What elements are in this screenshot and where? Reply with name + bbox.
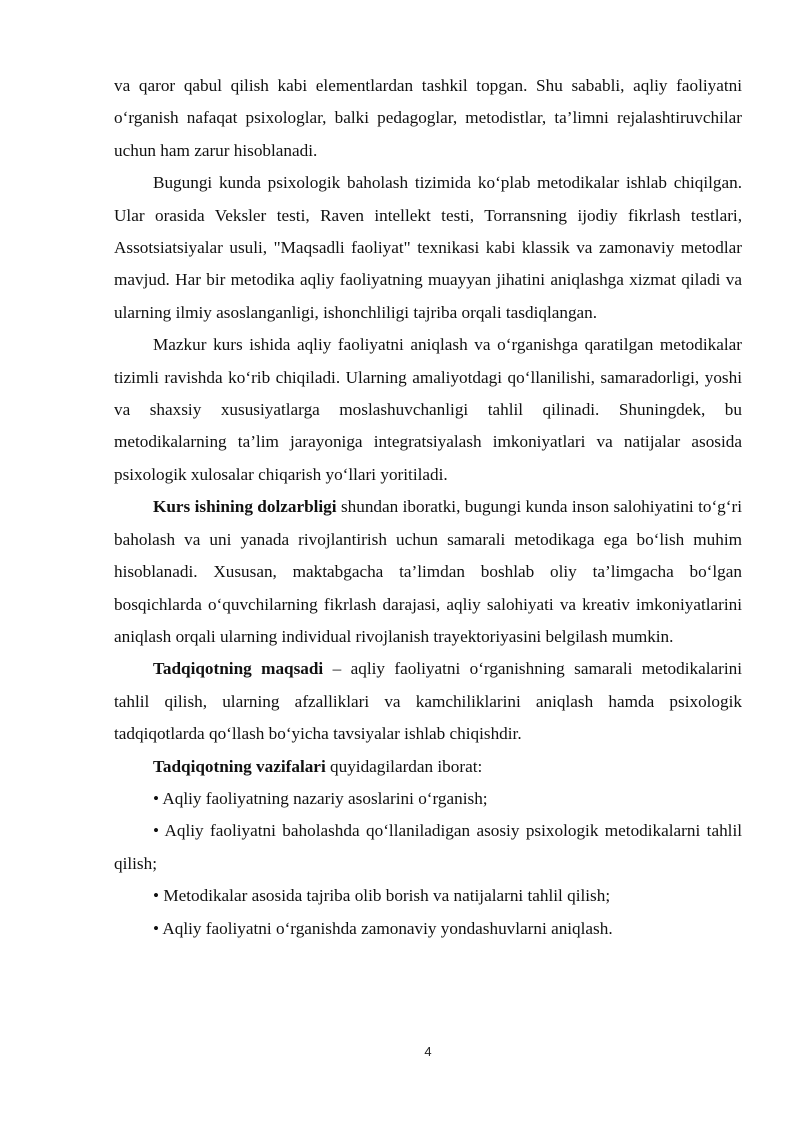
task-list-item: • Aqliy faoliyatni baholashda qo‘llaniladigan asosiy psixologik metodikalarni tahlil qilish; xyxy=(114,821,742,873)
tasks-heading: Tadqiqotning vazifalari xyxy=(153,756,326,776)
document-page xyxy=(114,70,742,945)
paragraph-goal xyxy=(114,653,742,750)
task-list-item: • Aqliy faoliyatni o‘rganishda zamonaviy yondashuvlarni aniqlash. xyxy=(153,918,613,938)
goal-heading: Tadqiqotning maqsadi xyxy=(153,659,324,679)
paragraph-methods-overview: Bugungi kunda psixologik baholash tizimida ko‘plab metodikalar ishlab chiqilgan. Ular orasida Veksler testi, Raven intellekt testi, Torransning ijodiy fikrlash testlari, Assotsiatsiyalar usuli, "Maqsadli faoliyat" texnikasi kabi klassik va zamonaviy metodlar mavjud. Har bir metodika aqliy faoliyatning muayyan jihatini aniqlashga xizmat qiladi va ularning ilmiy asoslanganligi, ishonchliligi tajriba orqali tasdiqlangan. xyxy=(114,173,742,322)
paragraph-course-scope: Mazkur kurs ishida aqliy faoliyatni aniqlash va o‘rganishga qaratilgan metodikalar tizimli ravishda ko‘rib chiqiladi. Ularning amaliyotdagi qo‘llanilishi, samaradorligi, yoshi va shaxsiy xususiyatlarga moslashuvchanligi tahlil qilinadi. Shuningdek, bu metodikalarning ta’lim jarayoniga integratsiyalash imkoniyatlari va natijalar asosida psixologik xulosalar chiqarish yo‘llari yoritiladi. xyxy=(114,335,742,484)
paragraph-continuation: va qaror qabul qilish kabi elementlardan tashkil topgan. Shu sababli, aqliy faoliyatni o‘rganish nafaqat psixologlar, balki pedagoglar, metodistlar, ta’limni rejalashtiruvchilar uchun ham zarur hisoblanadi. xyxy=(114,76,742,160)
tasks-intro-text: quyidagilardan iborat: xyxy=(325,756,483,776)
page-number: 4 xyxy=(424,1044,432,1059)
task-list-item: • Aqliy faoliyatning nazariy asoslarini o‘rganish; xyxy=(153,788,488,808)
paragraph-relevance xyxy=(114,491,742,653)
task-list-item: • Metodikalar asosida tajriba olib borish va natijalarni tahlil qilish; xyxy=(153,886,611,906)
relevance-text: shundan iboratki, bugungi kunda inson salohiyatini to‘g‘ri baholash va uni yanada rivojlantirish uchun samarali metodikaga ega bo‘lish muhim hisoblanadi. Xususan, maktabgacha ta’limdan boshlab oliy ta’limgacha bo‘lgan bosqichlarda o‘quvchilarning fikrlash darajasi, aqliy salohiyati va kreativ imkoniyatlarini aniqlash orqali ularning individual rivojlanish trayektoriyasini belgilash mumkin. xyxy=(114,497,742,646)
relevance-heading: Kurs ishining dolzarbligi xyxy=(153,497,337,517)
paragraph-tasks-intro xyxy=(114,751,742,783)
goal-text: – aqliy faoliyatni o‘rganishning samarali metodikalarini tahlil qilish, ularning afzalliklari va kamchiliklarini aniqlash hamda psixologik tadqiqotlarda qo‘llash bo‘yicha tavsiyalar ishlab chiqishdir. xyxy=(114,659,742,744)
